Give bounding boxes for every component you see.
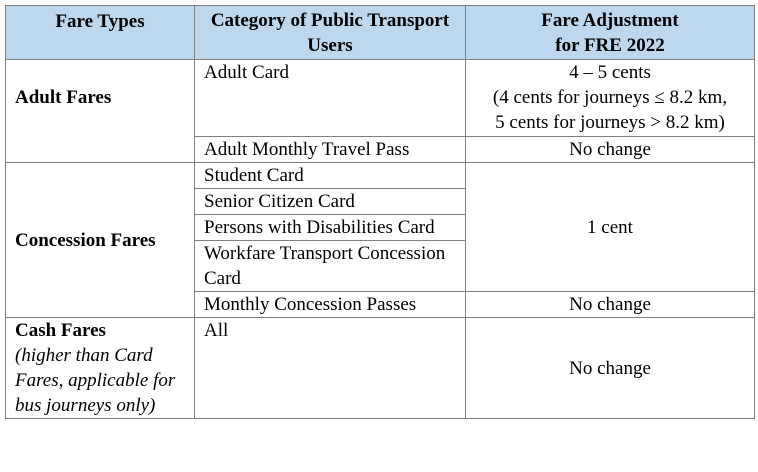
category-cell: Persons with Disabilities Card xyxy=(195,215,466,241)
adjustment-cell: No change xyxy=(466,137,755,163)
fare-adjustment-table xyxy=(5,5,755,419)
category-cell: Adult Monthly Travel Pass xyxy=(195,137,466,163)
adjustment-cell: 1 cent xyxy=(466,163,755,292)
adjustment-cell: No change xyxy=(466,292,755,318)
category-cell: All xyxy=(195,318,466,419)
adjustment-cell: 4 – 5 cents (4 cents for journeys ≤ 8.2 km, 5 cents for journeys > 8.2 km) xyxy=(466,60,755,137)
header-category: Category of Public Transport Users xyxy=(195,6,466,60)
header-fare-types: Fare Types xyxy=(6,6,195,60)
fare-type-cash xyxy=(6,318,195,419)
table-row xyxy=(6,60,755,137)
fare-type-concession: Concession Fares xyxy=(6,163,195,318)
category-cell: Monthly Concession Passes xyxy=(195,292,466,318)
header-fare-adjustment: Fare Adjustment for FRE 2022 xyxy=(466,6,755,60)
category-cell: Adult Card xyxy=(195,60,466,137)
cash-fares-title: Cash Fares xyxy=(15,320,106,341)
category-cell: Senior Citizen Card xyxy=(195,189,466,215)
table-row xyxy=(6,318,755,419)
table-row xyxy=(6,163,755,189)
category-cell: Student Card xyxy=(195,163,466,189)
fare-type-adult: Adult Fares xyxy=(6,60,195,163)
cash-fares-note: (higher than Card Fares, applicable for bus journeys only) xyxy=(15,345,176,416)
table-header-row xyxy=(6,6,755,60)
category-cell: Workfare Transport Concession Card xyxy=(195,241,466,292)
adjustment-cell: No change xyxy=(466,318,755,419)
